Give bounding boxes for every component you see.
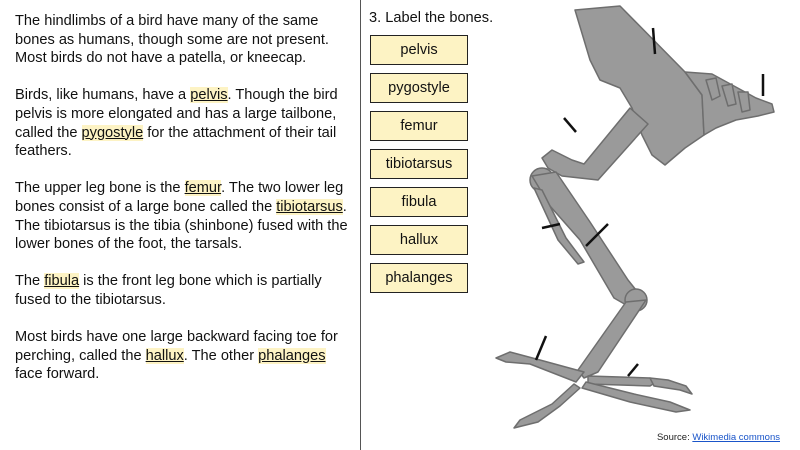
label-hallux[interactable]: hallux — [370, 225, 468, 255]
reading-passage — [15, 12, 350, 402]
text-run: . The two lower leg bones consist of a large bone called the — [15, 180, 344, 215]
column-divider — [360, 0, 361, 450]
text-run: . Though the bird pelvis is more elongated and has a large tailbone, called the — [15, 87, 338, 141]
paragraph-fibula — [15, 272, 350, 309]
pointer-femur — [564, 118, 576, 132]
paragraph-femur — [15, 179, 350, 253]
activity-instruction: 3. Label the bones. — [369, 10, 494, 26]
source-link[interactable]: Wikimedia commons — [692, 432, 780, 443]
label-tibiotarsus[interactable]: tibiotarsus — [370, 149, 468, 179]
label-phalanges[interactable]: phalanges — [370, 263, 468, 293]
term-pelvis: pelvis — [190, 87, 228, 104]
text-run: Most birds have one large backward facing toe for perching, called the — [15, 329, 338, 364]
image-source-credit — [657, 432, 780, 443]
term-tibiotarsus: tibiotarsus — [276, 198, 343, 215]
hallux-bone — [496, 352, 584, 382]
phalanges-bone — [514, 384, 580, 428]
text-run: is the front leg bone which is partially fused to the tibiotarsus. — [15, 273, 322, 308]
phalanges-bone — [650, 378, 692, 394]
term-phalanges: phalanges — [258, 347, 326, 364]
term-pygostyle: pygostyle — [81, 124, 144, 141]
text-run: Birds, like humans, have a — [15, 87, 191, 104]
pelvis-bone — [575, 6, 704, 165]
text-run: . The other — [183, 347, 259, 364]
pointer-phalanges — [628, 364, 638, 376]
text-run: for the attachment of their tail feathers. — [15, 124, 337, 160]
term-fibula: fibula — [44, 273, 80, 290]
source-prefix: Source: — [656, 432, 693, 443]
text-run: . The tibiotarsus is the tibia (shinbone) fused with the lower bones of the foot, the tarsals. — [15, 198, 348, 253]
paragraph-hallux — [15, 328, 350, 384]
text-run: The — [15, 273, 45, 290]
bird-hindlimb-skeleton — [480, 0, 800, 450]
label-fibula[interactable]: fibula — [370, 187, 468, 217]
femur-bone — [542, 108, 648, 180]
tibiotarsus-bone — [532, 172, 640, 306]
label-femur[interactable]: femur — [370, 111, 468, 141]
text-run: face forward. — [15, 366, 100, 383]
term-femur: femur — [184, 180, 222, 197]
pointer-hallux — [536, 336, 546, 360]
text-run: The upper leg bone is the — [15, 180, 185, 197]
label-pygostyle[interactable]: pygostyle — [370, 73, 468, 103]
paragraph-intro: The hindlimbs of a bird have many of the same bones as humans, though some are not present. Most birds do not have a patella, or kneecap. — [15, 13, 329, 67]
label-pelvis[interactable]: pelvis — [370, 35, 468, 65]
paragraph-pelvis — [15, 86, 350, 160]
term-hallux: hallux — [145, 347, 184, 364]
